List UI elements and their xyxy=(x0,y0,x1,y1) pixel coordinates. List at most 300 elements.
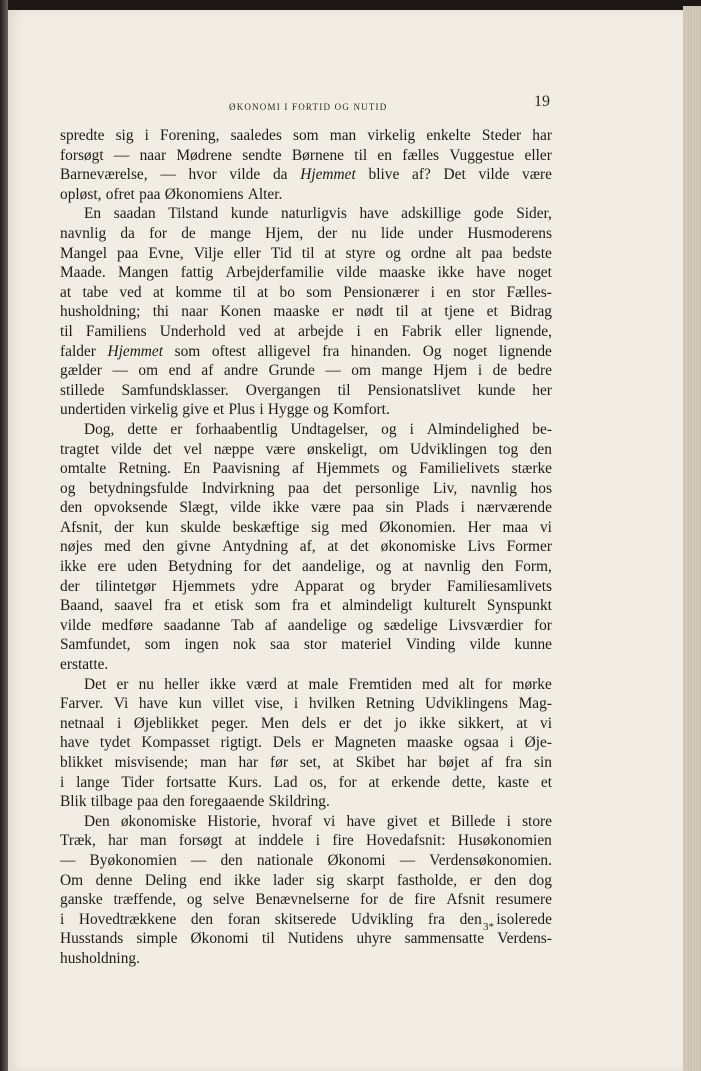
text-line xyxy=(60,224,552,244)
word: et xyxy=(486,303,498,321)
text-line xyxy=(60,773,552,793)
word: Familielivets xyxy=(419,460,500,478)
word: Tilstand xyxy=(168,205,219,223)
word: vilde xyxy=(478,166,510,184)
word: stærke xyxy=(511,460,552,478)
word: at xyxy=(368,773,380,791)
word: har xyxy=(532,127,552,144)
word: arbejde xyxy=(298,322,344,340)
word: Hovedafsnit: xyxy=(366,832,446,850)
word: hinanden. xyxy=(350,342,412,360)
word: som xyxy=(174,342,201,360)
word: fastholde, xyxy=(396,871,458,889)
word: uhyre xyxy=(356,930,392,948)
word: ordne xyxy=(410,244,446,262)
word: nøjes xyxy=(60,538,93,556)
word: fælles xyxy=(402,146,440,164)
word: for xyxy=(484,675,503,693)
word: jo xyxy=(394,714,407,732)
text-line xyxy=(60,616,552,636)
text-line xyxy=(60,244,552,264)
text-line xyxy=(60,185,552,205)
word: misvisende; xyxy=(114,754,189,771)
word: fire xyxy=(414,891,436,909)
word: Maade. xyxy=(60,264,106,282)
word: have xyxy=(346,812,376,830)
word: at xyxy=(152,283,165,301)
word: den xyxy=(60,499,83,517)
word: Retning xyxy=(365,695,415,713)
word: bøjet xyxy=(438,754,470,771)
word: erkende xyxy=(391,773,441,791)
word: komme xyxy=(175,283,222,301)
word: der xyxy=(60,577,80,595)
word: i xyxy=(116,714,122,732)
word: lange xyxy=(76,773,110,791)
word: vilde xyxy=(110,440,142,458)
word: mørke xyxy=(512,675,552,693)
word: Det xyxy=(443,166,466,184)
word: ved xyxy=(238,322,261,340)
word: forhaabentlig xyxy=(195,420,278,438)
word: end xyxy=(199,871,222,889)
word: under xyxy=(418,224,454,242)
text-line xyxy=(60,910,552,930)
word: Øjeblikket xyxy=(133,714,199,732)
word: med xyxy=(340,518,368,536)
word: tydet xyxy=(99,734,131,752)
word: for xyxy=(243,558,262,576)
word: husholdning; xyxy=(60,303,141,321)
word: Fabrik xyxy=(401,322,442,340)
word: vilde xyxy=(229,166,261,184)
word: lignende, xyxy=(495,322,552,340)
word: Liv, xyxy=(433,479,458,497)
word: paa xyxy=(352,499,374,517)
word: fra xyxy=(291,597,309,615)
word: betydningsfulde xyxy=(88,479,189,497)
word: et xyxy=(540,773,552,791)
word: af xyxy=(292,460,305,478)
word: virkelig xyxy=(367,127,416,144)
word: Forening, xyxy=(160,127,220,144)
word: Retning. xyxy=(118,460,171,478)
word: vi xyxy=(540,714,552,732)
word: Udviklingens xyxy=(425,695,508,713)
word: maaske xyxy=(406,734,453,752)
word: sædelige xyxy=(383,616,438,634)
word: bo xyxy=(279,283,295,301)
word: Byøkonomien xyxy=(89,851,177,869)
word: til xyxy=(232,283,246,301)
word: alt xyxy=(455,244,472,262)
word: eller xyxy=(454,322,483,340)
text-line xyxy=(60,537,552,557)
word: Økonomi xyxy=(190,930,249,948)
word: af? xyxy=(412,166,431,184)
word: ydre xyxy=(251,577,279,595)
word: er xyxy=(170,420,183,438)
word: fra xyxy=(164,597,182,615)
word: den xyxy=(529,440,552,458)
word: at xyxy=(402,558,414,576)
word: Baand, xyxy=(60,597,104,615)
word: Farver. xyxy=(60,695,104,713)
word: af xyxy=(481,754,494,771)
text-line xyxy=(60,635,552,655)
text-line xyxy=(60,342,552,362)
word: der xyxy=(317,224,338,242)
word: erstatte. xyxy=(60,656,109,674)
word: kunde xyxy=(477,381,516,399)
text-line xyxy=(60,283,552,303)
word: vi xyxy=(323,812,336,830)
word: og xyxy=(375,558,392,576)
binding-gutter xyxy=(0,0,8,1071)
word: at xyxy=(516,714,528,732)
word: en xyxy=(446,283,461,301)
word: man xyxy=(329,127,357,144)
word: etisk xyxy=(214,597,244,615)
word: at xyxy=(421,303,433,321)
word: Økonomien. xyxy=(379,518,456,536)
word: Vuggestue xyxy=(449,146,515,164)
word: male xyxy=(308,675,339,693)
word: kulturelt xyxy=(423,597,476,615)
text-line xyxy=(60,890,552,910)
word: kun xyxy=(145,518,169,536)
word: Skildring. xyxy=(268,793,330,811)
word: Benævnelserne xyxy=(255,891,350,909)
word: den xyxy=(162,793,185,811)
word: sikkert, xyxy=(458,714,504,732)
word: Mangel xyxy=(60,244,108,262)
word: Samfundsklasser. xyxy=(121,381,229,399)
word: ingen xyxy=(184,636,219,654)
word: af xyxy=(264,616,277,634)
word: skarpt xyxy=(346,871,385,889)
text-line xyxy=(60,263,552,283)
word: Synspunkt xyxy=(486,597,552,615)
word: Overgangen xyxy=(245,381,321,399)
word: Historie, xyxy=(207,812,261,830)
word: maa xyxy=(502,518,529,536)
word: Her xyxy=(467,518,491,536)
word: om xyxy=(351,362,371,380)
word: tjene xyxy=(444,303,475,321)
text-line xyxy=(60,322,552,342)
word: fra xyxy=(505,754,523,771)
word: Livs xyxy=(467,538,495,556)
word: Slægt, xyxy=(179,499,219,517)
word: resumere xyxy=(495,891,552,909)
word: i xyxy=(409,420,414,438)
text-line xyxy=(60,949,552,969)
word: Billede xyxy=(450,812,496,830)
word: En xyxy=(183,460,201,478)
text-line xyxy=(60,694,552,714)
word: naturligvis xyxy=(281,205,347,223)
top-shadow xyxy=(0,0,701,10)
word: af xyxy=(201,362,214,380)
word: sendte xyxy=(242,146,282,164)
word: skulde xyxy=(180,518,221,536)
word: Undtagelser, xyxy=(290,420,369,438)
word: navnlig xyxy=(60,224,107,242)
word: eller xyxy=(524,146,552,164)
word: har xyxy=(406,754,427,771)
word: saa xyxy=(270,636,290,654)
word: til xyxy=(395,303,409,321)
word: hvoraf xyxy=(271,812,313,830)
word: noget xyxy=(517,264,552,282)
word: beskæftige xyxy=(232,518,300,536)
word: Lad xyxy=(273,773,298,791)
word: de xyxy=(492,362,508,380)
word: oftest xyxy=(211,342,247,360)
word: opvoksende xyxy=(94,499,168,517)
word: saadanne xyxy=(163,616,221,634)
word: — xyxy=(112,362,128,380)
word: enkelte xyxy=(426,127,471,144)
word: for xyxy=(149,224,168,242)
word: fra xyxy=(322,342,340,360)
word: med xyxy=(422,675,449,693)
word: tilbage xyxy=(90,793,133,811)
word: alligevel xyxy=(257,342,311,360)
text-line xyxy=(60,126,552,146)
word: tragtet xyxy=(60,440,100,458)
word: paa xyxy=(139,185,161,203)
word: ikke xyxy=(60,558,87,576)
word: Hjemmet xyxy=(300,166,356,184)
text-line xyxy=(60,518,552,538)
word: til xyxy=(301,244,315,262)
word: de xyxy=(388,891,404,909)
word: inddele xyxy=(258,832,304,850)
word: spredte xyxy=(60,127,105,144)
word: Vi xyxy=(113,695,129,713)
word: Steder xyxy=(481,127,522,144)
word: det xyxy=(153,440,172,458)
text-line xyxy=(60,831,552,851)
word: Verdensøkonomien. xyxy=(429,851,552,869)
word: Husøkonomien xyxy=(457,832,552,850)
word: en xyxy=(373,322,389,340)
word: saaledes xyxy=(230,127,282,144)
word: er xyxy=(338,714,351,732)
word: et xyxy=(192,597,204,615)
word: at xyxy=(332,754,344,771)
word: mange xyxy=(209,224,251,242)
word: ved xyxy=(119,283,142,301)
word: stillede xyxy=(60,381,105,399)
word: omtalte xyxy=(60,460,107,478)
word: selve xyxy=(212,891,245,909)
word: Vilje xyxy=(193,244,224,262)
text-line xyxy=(60,929,552,949)
word: den xyxy=(220,851,243,869)
word: hvor xyxy=(188,166,217,184)
word: og xyxy=(359,577,376,595)
word: sig xyxy=(316,871,335,889)
word: i xyxy=(509,734,514,752)
word: — xyxy=(160,166,176,184)
word: paa xyxy=(116,244,139,262)
word: give xyxy=(182,401,209,419)
word: Mag- xyxy=(518,695,552,713)
word: Arbejderfamilie xyxy=(225,264,324,282)
text-line xyxy=(60,675,552,695)
text-line xyxy=(60,459,552,479)
word: virkelig xyxy=(130,401,178,419)
word: ikke xyxy=(233,871,261,889)
word: ere xyxy=(97,558,117,576)
word: — xyxy=(60,851,76,869)
word: og xyxy=(313,401,329,419)
word: Sider, xyxy=(516,205,552,223)
word: Kompasset xyxy=(141,734,210,752)
word: Bidrag xyxy=(510,303,552,321)
word: Børnene xyxy=(291,146,344,164)
word: maaske xyxy=(273,303,320,321)
word: i xyxy=(430,283,435,301)
word: ikke xyxy=(437,264,465,282)
word: paa xyxy=(481,244,503,262)
word: en xyxy=(377,146,392,164)
word: Former xyxy=(506,538,552,556)
text-line xyxy=(60,792,552,812)
word: Paavisning xyxy=(212,460,280,478)
word: at xyxy=(60,283,72,301)
word: Afsnit xyxy=(446,891,485,909)
word: givet xyxy=(386,812,418,830)
word: at xyxy=(327,538,339,556)
word: uden xyxy=(127,558,158,576)
word: hvilken xyxy=(308,695,356,713)
word: til xyxy=(261,930,275,948)
word: saavel xyxy=(114,597,153,615)
word: fortsatte xyxy=(165,773,217,791)
word: paa xyxy=(137,793,159,811)
word: Underhold xyxy=(159,322,226,340)
word: at xyxy=(257,283,269,301)
word: villet xyxy=(212,695,244,713)
word: det xyxy=(350,538,369,556)
word: er xyxy=(331,303,344,321)
word: foran xyxy=(227,910,261,928)
text-line xyxy=(60,146,552,166)
word: den xyxy=(459,910,482,928)
word: have xyxy=(476,264,506,282)
word: — xyxy=(399,851,416,869)
word: ikke xyxy=(209,675,236,693)
word: Udviklingen xyxy=(410,440,487,458)
word: — xyxy=(190,851,207,869)
word: Hovedtrækkene xyxy=(78,910,177,928)
word: styre xyxy=(345,244,376,262)
word: om xyxy=(378,440,399,458)
word: i xyxy=(293,695,299,713)
word: nu xyxy=(138,675,154,693)
word: adskillige xyxy=(401,205,462,223)
word: Træk, xyxy=(60,832,96,850)
word: i xyxy=(60,773,65,791)
word: være xyxy=(522,166,552,184)
text-line xyxy=(60,851,552,871)
word: undertiden xyxy=(60,401,126,419)
word: da xyxy=(120,224,135,242)
word: forsøgt xyxy=(60,146,104,164)
word: og xyxy=(391,460,408,478)
word: stor xyxy=(472,283,496,301)
word: peger. xyxy=(211,714,249,732)
word: Deling xyxy=(144,871,187,889)
word: gælder xyxy=(60,362,102,380)
page-number: 19 xyxy=(534,93,550,110)
word: lader xyxy=(272,871,304,889)
word: Det xyxy=(84,675,107,693)
word: Barneværelse, xyxy=(60,166,148,184)
word: navnlig xyxy=(424,558,471,576)
text-line xyxy=(60,557,552,577)
word: opløst, xyxy=(60,185,102,203)
word: at xyxy=(324,244,336,262)
word: Mangen xyxy=(118,264,169,282)
word: kaste xyxy=(497,773,530,791)
word: Vinding xyxy=(405,636,456,654)
word: et xyxy=(428,812,440,830)
word: nok xyxy=(232,636,256,654)
word: Verdens- xyxy=(497,930,552,948)
word: Husstands xyxy=(60,930,124,948)
word: naar xyxy=(139,146,167,164)
word: falder xyxy=(60,342,96,360)
word: de xyxy=(181,224,196,242)
word: og xyxy=(385,244,401,262)
word: mange xyxy=(381,362,423,380)
word: husholdning. xyxy=(60,949,140,967)
word: til xyxy=(354,146,368,164)
word: sammensatte xyxy=(404,930,485,948)
word: Hjemmets xyxy=(171,577,236,595)
word: er xyxy=(311,734,324,752)
word: et xyxy=(213,401,225,419)
word: naar xyxy=(181,303,208,321)
word: som xyxy=(292,127,319,144)
text-line xyxy=(60,577,552,597)
word: Pensionærer xyxy=(343,283,420,301)
word: netnaal xyxy=(60,714,105,732)
word: er xyxy=(469,871,482,889)
text-line xyxy=(60,381,552,401)
word: thi xyxy=(152,303,169,321)
word: at xyxy=(287,675,299,693)
word: økonomiske xyxy=(380,538,456,556)
word: være xyxy=(265,440,296,458)
text-line xyxy=(60,204,552,224)
word: Livsværdier xyxy=(448,616,524,634)
word: bryder xyxy=(390,577,431,595)
page-edges xyxy=(683,6,701,1071)
word: ikke xyxy=(272,499,300,517)
word: Magneten xyxy=(334,734,397,752)
word: — xyxy=(113,146,130,164)
word: Familiesamlivets xyxy=(446,577,552,595)
word: af, xyxy=(299,538,316,556)
word: Øje- xyxy=(524,734,552,752)
word: Kurs. xyxy=(228,773,262,791)
